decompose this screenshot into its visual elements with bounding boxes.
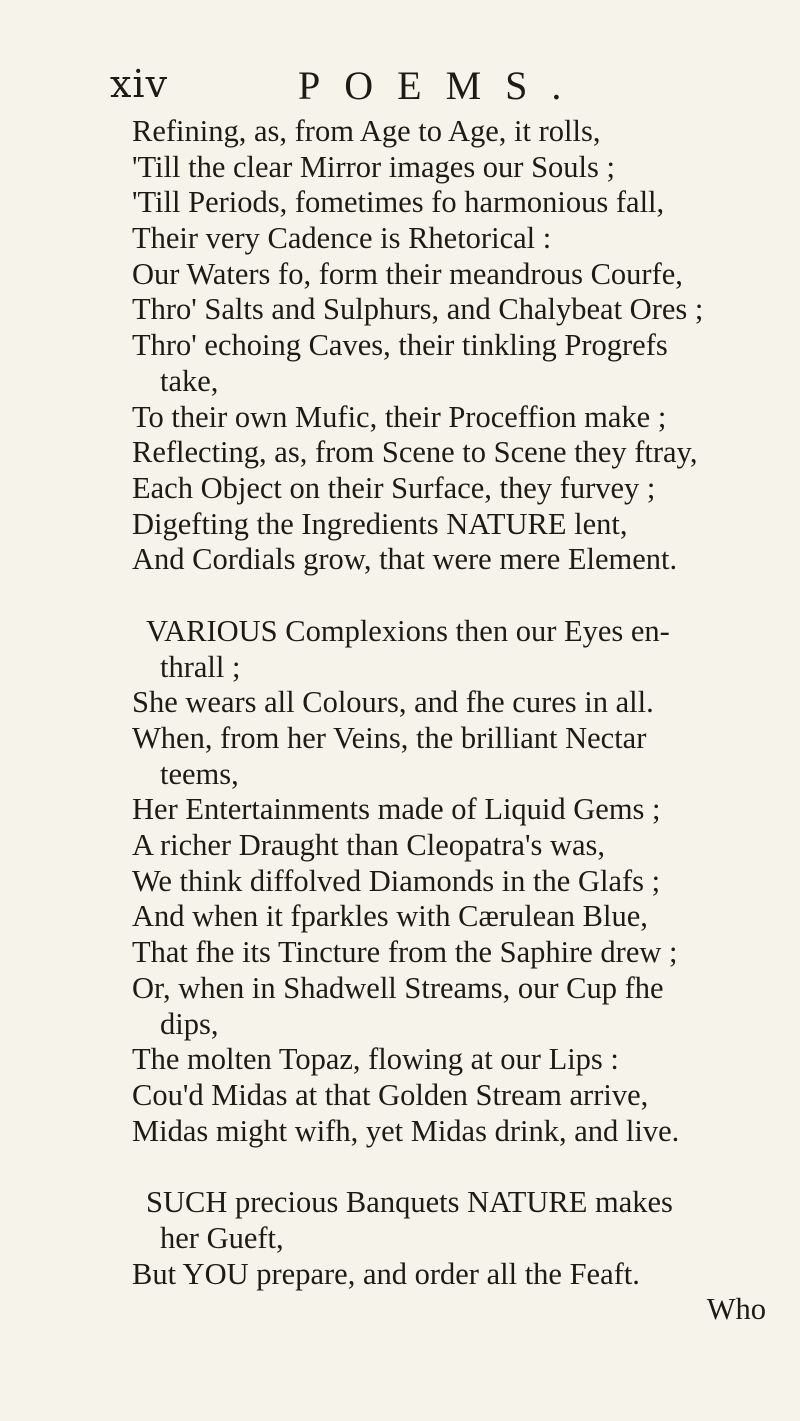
poem-line: Or, when in Shadwell Streams, our Cup fhe [132,970,664,1005]
poem-line: When, from her Veins, the brilliant Nectar [132,721,647,755]
poem-line: VARIOUS Complexions then our Eyes en- [146,613,670,648]
page-number: xiv [110,62,169,106]
poem-line-continuation: thrall ; [160,649,241,684]
poem-line: But YOU prepare, and order all the Feaft. [132,1256,640,1291]
catchword: Who [706,1292,766,1327]
poem-line: 'Till the clear Mirror images our Souls ; [132,149,615,184]
poem-line: Thro' echoing Caves, their tinkling Progrefs [132,328,668,363]
poem-line: That fhe its Tincture from the Saphire drew ; [132,935,678,970]
poem-line: Refining, as, from Age to Age, it rolls, [132,114,601,148]
poem-line: SUCH precious Banquets NATURE makes [146,1185,673,1220]
poem-line: Their very Cadence is Rhetorical : [132,221,552,256]
poem-line: Her Entertainments made of Liquid Gems ; [132,792,661,827]
poem-line-continuation: dips, [160,1006,219,1041]
poem-line: Thro' Salts and Sulphurs, and Chalybeat Ores ; [132,292,704,327]
poem-line: Reflecting, as, from Scene to Scene they ftray, [132,435,698,470]
poem-line: And when it fparkles with Cærulean Blue, [132,899,648,934]
stanza-break [132,1149,782,1185]
poem-line-continuation: her Gueft, [160,1220,284,1255]
poem-line: Digefting the Ingredients NATURE lent, [132,506,628,541]
poem-line: Our Waters fo, form their meandrous Courfe, [132,256,683,291]
poem-line-continuation: teems, [160,756,239,791]
page-header [0,62,800,112]
poem-line: To their own Mufic, their Proceffion make ; [132,399,667,434]
poem-text [132,114,782,1328]
poem-line: She wears all Colours, and fhe cures in all. [132,685,654,720]
poem-line: A richer Draught than Cleopatra's was, [132,828,606,863]
poem-line: 'Till Periods, fometimes fo harmonious fall, [132,185,665,220]
poem-line: Midas might wifh, yet Midas drink, and live. [132,1113,680,1148]
poem-line: And Cordials grow, that were mere Element. [132,542,678,577]
poem-line: The molten Topaz, flowing at our Lips : [132,1042,619,1077]
stanza-break [132,578,782,614]
poem-line: We think diffolved Diamonds in the Glafs ; [132,863,661,898]
running-title: POEMS. [298,63,586,108]
poem-line-continuation: take, [160,363,219,398]
poem-line: Each Object on their Surface, they furvey ; [132,470,656,505]
poem-line: Cou'd Midas at that Golden Stream arrive, [132,1077,649,1112]
